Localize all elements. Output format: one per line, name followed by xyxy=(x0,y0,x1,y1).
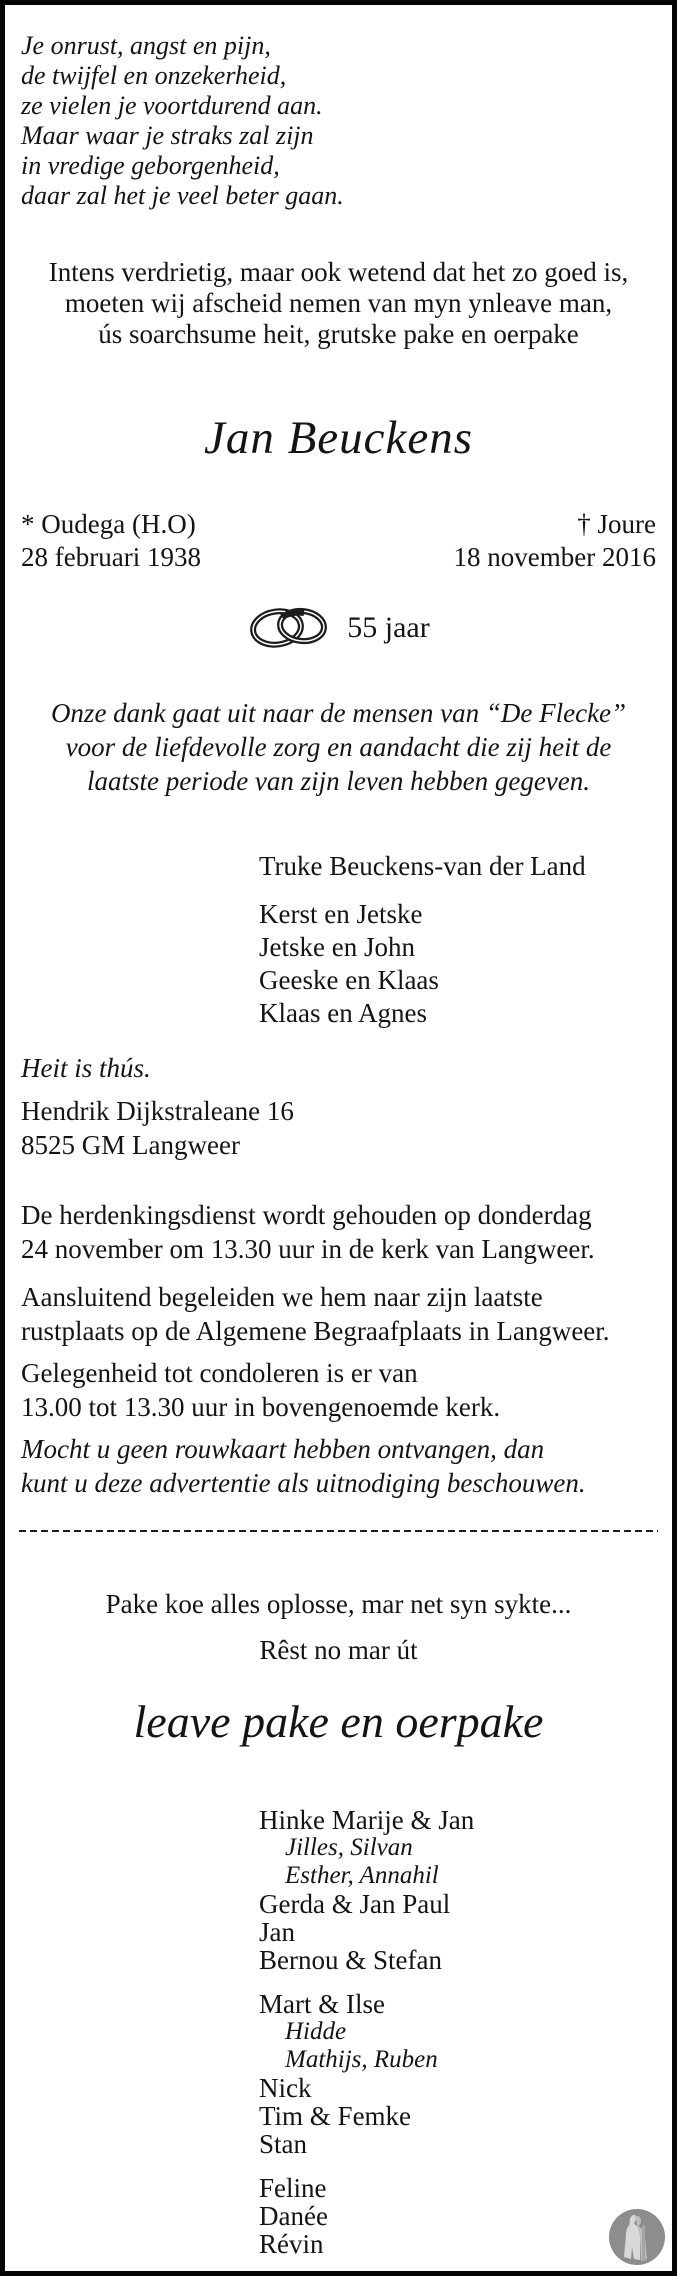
birth-place: * Oudega (H.O) xyxy=(21,509,196,539)
memorial-publisher-logo-icon xyxy=(607,2207,667,2267)
death-info xyxy=(454,508,656,574)
condolence-line: Gelegenheid tot condoleren is er van xyxy=(21,1358,418,1388)
farewell-quote: Pake koe alles oplosse, mar net syn sykte... xyxy=(105,1589,572,1619)
dashed-divider xyxy=(19,1530,658,1532)
grandchild-name: Feline xyxy=(259,2173,327,2203)
invitation-note xyxy=(21,1432,672,1500)
grandchild-name: Gerda & Jan Paul xyxy=(259,1889,451,1919)
birth-death-dates xyxy=(5,508,672,574)
marriage-anniversary xyxy=(5,604,672,652)
child-name: Klaas en Agnes xyxy=(259,998,427,1028)
grandchild-name: Jan xyxy=(259,1917,295,1947)
gratitude-line: voor de liefdevolle zorg en aandacht die zij heit de xyxy=(65,732,612,762)
death-place: † Joure xyxy=(577,509,656,539)
child-name: Geeske en Klaas xyxy=(259,965,439,995)
farewell-rest-line: Rêst no mar út xyxy=(259,1635,418,1665)
grandchild-name: Mart & Ilse xyxy=(259,1989,385,2019)
address-line: 8525 GM Langweer xyxy=(21,1130,240,1160)
grandchildren-group xyxy=(259,1806,672,1974)
great-grandchild-names: Jilles, Silvan xyxy=(285,1834,413,1861)
great-grandchild-names: Esther, Annahil xyxy=(285,1862,439,1889)
grandchild-name: Nick xyxy=(259,2073,312,2103)
address-line: Hendrik Dijkstraleane 16 xyxy=(21,1096,294,1126)
gratitude-line: laatste periode van zijn leven hebben gegeven. xyxy=(86,766,591,796)
closing-title: leave pake en oerpake xyxy=(133,1696,544,1747)
gratitude-text xyxy=(5,696,672,798)
birth-date: 28 februari 1938 xyxy=(21,542,201,572)
invitation-line: kunt u deze advertentie als uitnodiging beschouwen. xyxy=(21,1468,586,1498)
grandchildren-list xyxy=(259,1806,672,2258)
death-date: 18 november 2016 xyxy=(453,542,656,572)
service-line: 24 november om 13.30 uur in de kerk van Langweer. xyxy=(21,1234,595,1264)
burial-line: rustplaats op de Algemene Begraafplaats in Langweer. xyxy=(21,1316,610,1346)
opening-poem xyxy=(21,31,672,211)
children-list xyxy=(259,898,672,1030)
birth-info xyxy=(21,508,201,574)
home-note: Heit is thús. xyxy=(21,1053,151,1083)
anniversary-label: 55 jaar xyxy=(347,611,430,644)
service-info xyxy=(21,1198,672,1266)
condolence-info xyxy=(21,1356,672,1424)
invitation-line: Mocht u geen rouwkaart hebben ontvangen, dan xyxy=(21,1434,545,1464)
announcement-line: moeten wij afscheid nemen van myn ynleave man, xyxy=(64,288,613,318)
great-grandchild-names: Hidde xyxy=(285,2018,347,2045)
announcement-line: Intens verdrietig, maar ook wetend dat het zo goed is, xyxy=(48,257,629,287)
wedding-rings-icon xyxy=(247,604,331,652)
service-line: De herdenkingsdienst wordt gehouden op donderdag xyxy=(21,1200,592,1230)
poem-line: Maar waar je straks zal zijn xyxy=(21,121,314,150)
burial-info xyxy=(21,1280,672,1348)
grandchildren-group xyxy=(259,1990,672,2158)
grandchild-name: Bernou & Stefan xyxy=(259,1945,442,1975)
deceased-name: Jan Beuckens xyxy=(203,412,474,464)
poem-line: de twijfel en onzekerheid, xyxy=(21,61,287,90)
grandchild-name: Danée xyxy=(259,2201,328,2231)
poem-line: ze vielen je voortdurend aan. xyxy=(21,91,323,120)
great-grandchild-names: Mathijs, Ruben xyxy=(285,2046,438,2073)
poem-line: Je onrust, angst en pijn, xyxy=(21,31,271,60)
poem-line: daar zal het je veel beter gaan. xyxy=(21,181,344,210)
grandchild-name: Tim & Femke xyxy=(259,2101,412,2131)
gratitude-line: Onze dank gaat uit naar de mensen van “De Flecke” xyxy=(50,698,627,728)
grandchild-name: Hinke Marije & Jan xyxy=(259,1805,475,1835)
poem-line: in vredige geborgenheid, xyxy=(21,151,280,180)
home-address xyxy=(21,1094,672,1162)
spouse-name: Truke Beuckens-van der Land xyxy=(259,851,586,881)
child-name: Kerst en Jetske xyxy=(259,899,423,929)
grandchild-name: Stan xyxy=(259,2129,308,2159)
announcement-text xyxy=(5,257,672,350)
announcement-line: ús soarchsume heit, grutske pake en oerpake xyxy=(98,319,579,349)
condolence-line: 13.00 tot 13.30 uur in bovengenoemde kerk. xyxy=(21,1392,501,1422)
burial-line: Aansluitend begeleiden we hem naar zijn laatste xyxy=(21,1282,543,1312)
grandchild-name: Révin xyxy=(259,2229,324,2259)
child-name: Jetske en John xyxy=(259,932,415,962)
